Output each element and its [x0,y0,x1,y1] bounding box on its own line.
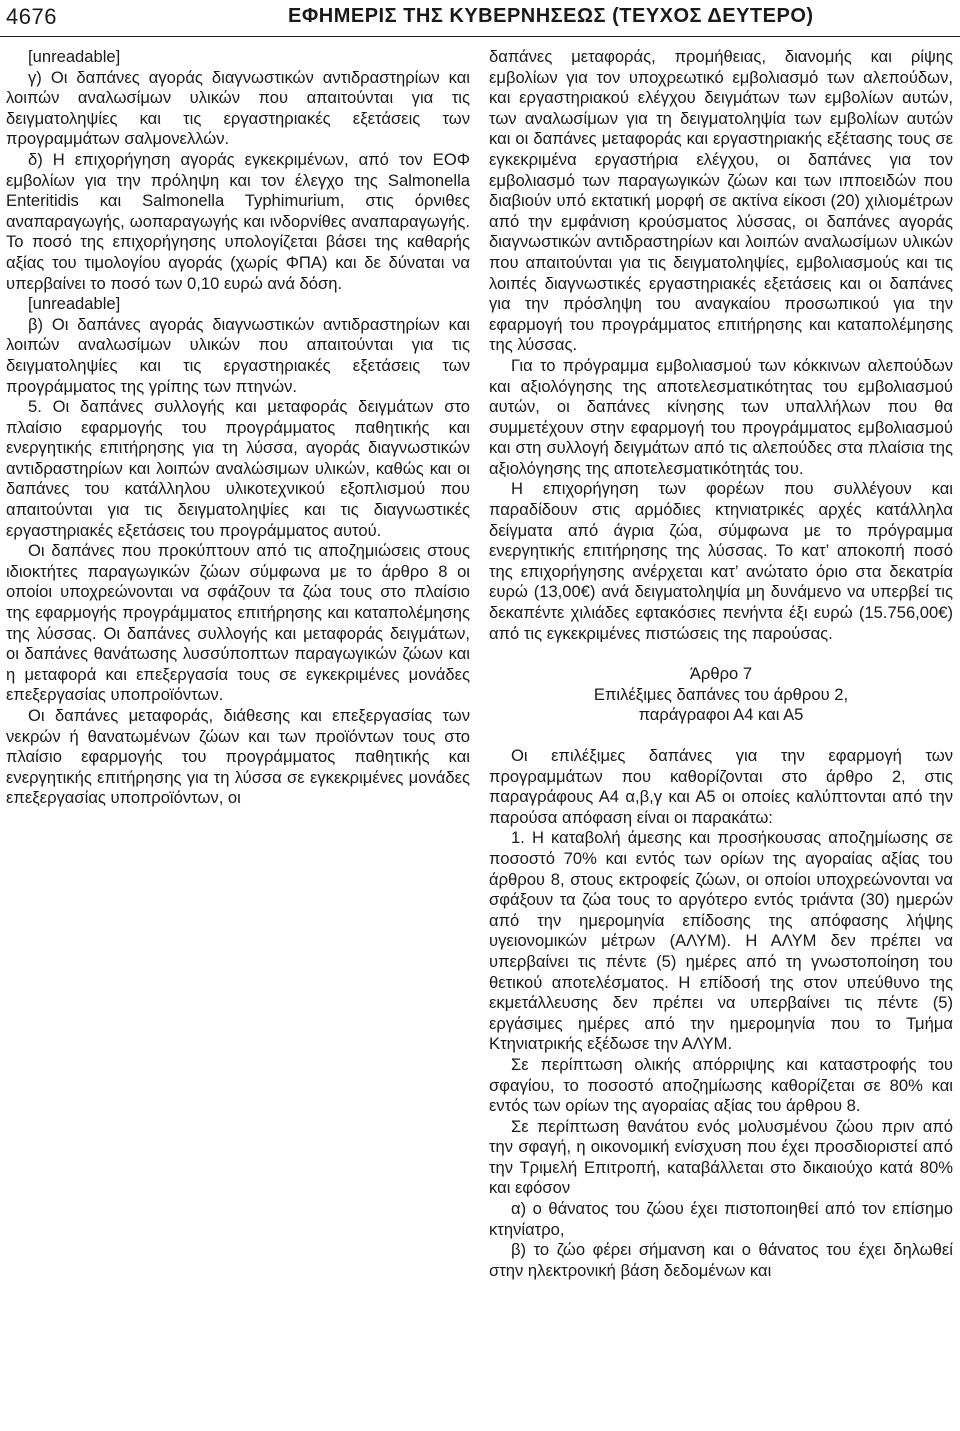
page-header [0,0,960,34]
article-subtitle: παράγραφοι Α4 και Α5 [638,705,804,725]
article-heading: Άρθρο 7 [689,664,753,684]
paragraph: Σε περίπτωση ολικής απόρριψης και καταστροφής του σφαγίου, το ποσοστό αποζημίωσης καθορίζεται σε 80% και εντός των ορίων της αγοραίας αξίας του άρθρου 8. [489,1054,953,1116]
spacer [489,644,953,664]
page-number: 4676 [6,4,57,29]
paragraph: Οι επιλέξιμες δαπάνες για την εφαρμογή των προγραμμάτων που καθορίζονται στο άρθρο 2, στις παραγράφους Α4 α,β,γ και Α5 οι οποίες καλύπτονται από την παρούσα απόφαση είναι οι παρακάτω: [489,746,953,827]
paragraph: γ) Οι δαπάνες αγοράς διαγνωστικών αντιδραστηρίων και λοιπών αναλωσίμων υλικών που απαιτούνται για τις δειγματοληψίες και τις εργαστηριακές εξετάσεις των προγραμμάτων σαλμονελλών. [6,67,470,149]
paragraph: Οι δαπάνες μεταφοράς, διάθεσης και επεξεργασίας των νεκρών ή θανατωμένων ζώων και των προϊόντων τους στο πλαίσιο εφαρμογής του προγράμματος παθητικής και ενεργητικής επιτήρησης για τη λύσσα σε εγκεκριμένες μονάδες επεξεργασίας υποπροϊόντων, οι [6,706,470,808]
paragraph: 1. Η καταβολή άμεσης και προσήκουσας αποζημίωσης σε ποσοστό 70% και εντός των ορίων της αγοραίας αξίας του άρθρου 8, στους εκτροφείς ζώων, οι οποίοι υποχρεώνονται να σφάξουν τα ζώα τους το αργότερο εντός τριάντα (30) ημερών από την ημερομηνία επίδοσης της απόφασης λήψης υγειονομικών μέτρων (ΑΛΥΜ). Η ΑΛΥΜ δεν πρέπει να υπερβαίνει τις πέντε (5) ημέρες από τη γνωστοποίηση του θετικού αποτελέσματος. Η επίδοσή της στον υπεύθυνο της εκμετάλλευσης δεν πρέπει να υπερβαίνει τις πέντε (5) εργάσιμες ημέρες από την ημερομηνία που το Τμήμα Κτηνιατρικής εξέδωσε την ΑΛΥΜ. [489,828,953,1054]
paragraph: δαπάνες μεταφοράς, προμήθειας, διανομής και ρίψης εμβολίων για τον υποχρεωτικό εμβολιασμό των αλεπούδων, και εργαστηριακού ελέγχου δειγμάτων των εμβολίων αυτών, των αναλωσίμων για τη δειγματοληψία των εμβολίων αυτών και οι δαπάνες μεταφοράς και εργαστηριακής εξέτασης τους σε εγκεκριμένα εργαστήρια ελέγχου, οι δαπάνες για τον εμβολιασμό των παραγωγικών ζώων και των ιπποειδών που διαβιούν υπό εκτατική μορφή σε ακτίνα είκοσι (20) χιλιομέτρων από την εμφάνιση κρούσματος λύσσας, οι δαπάνες αγοράς διαγνωστικών αντιδραστηρίων και λοιπών αναλωσίμων υλικών που απαιτούνται για τις δειγματοληψίες, εμβολιασμούς και τις λοιπές διαγνωστικές εργαστηριακές εξετάσεις και οι δαπάνες για την πρόσληψη του αναγκαίου προσωπικού για την εφαρμογή του προγράμματος επιτήρησης και καταπολέμησης της λύσσας. [489,47,953,355]
paragraph: α) ο θάνατος του ζώου έχει πιστοποιηθεί από τον επίσημο κτηνίατρο, [489,1199,953,1239]
paragraph: β) Οι δαπάνες αγοράς διαγνωστικών αντιδραστηρίων και λοιπών αναλωσίμων υλικών που απαιτούνται για τις δειγματοληψίες και τις εργαστηριακές εξετάσεις των προγράμματος της γρίπης των πτηνών. [6,314,470,396]
right-column [489,47,953,1281]
paragraph: β) το ζώο φέρει σήμανση και ο θάνατος του έχει δηλωθεί στην ηλεκτρονική βάση δεδομένων και [489,1240,953,1280]
left-column [6,47,470,809]
paragraph: Για το πρόγραμμα εμβολιασμού των κόκκινων αλεπούδων και αξιολόγησης της αποτελεσματικότητας του εμβολιασμού αυτών, οι δαπάνες κίνησης των υπαλλήλων που θα συμμετέχουν στην εφαρμογή του προγράμματος εμβολιασμού και στη συλλογή δειγμάτων από τις αλεπούδες στα πλαίσια της αξιολόγησης της αποτελεσματικότητάς του. [489,355,953,478]
header-rule [0,36,960,37]
article-subtitle: Επιλέξιμες δαπάνες του άρθρου 2, [593,684,849,704]
gazette-title: ΕΦΗΜΕΡΙΣ ΤΗΣ ΚΥΒΕΡΝΗΣΕΩΣ (ΤΕΥΧΟΣ ΔΕΥΤΕΡΟ) [288,5,814,27]
paragraph: [unreadable] [28,47,121,66]
paragraph: [unreadable] [28,294,121,314]
paragraph: δ) Η επιχορήγηση αγοράς εγκεκριμένων, από τον ΕΟΦ εμβολίων για την πρόληψη και τον έλεγχο της Salmonella Enteritidis και Salmonella Typhimurium, στις όρνιθες αναπαραγωγής, ωοπαραγωγής και ινδορνίθες αναπαραγωγής. Το ποσό της επιχορήγησης υπολογίζεται βάσει της καθαρής αξίας του τιμολογίου αγοράς (χωρίς ΦΠΑ) και δε δύναται να υπερβαίνει το ποσό των 0,10 ευρώ ανά δόση. [6,149,470,293]
paragraph: Σε περίπτωση θανάτου ενός μολυσμένου ζώου πριν από την σφαγή, η οικονομική ενίσχυση που έχει προσδιοριστεί από την Τριμελή Επιτροπή, καταβάλλεται στο δικαιούχο κατά 80% και εφόσον [489,1116,953,1198]
paragraph: Η επιχορήγηση των φορέων που συλλέγουν και παραδίδουν στις αρμόδιες κτηνιατρικές αρχές κατάλληλα δείγματα από άγρια ζώα, σύμφωνα με το πρόγραμμα ενεργητικής επιτήρησης της λύσσας. Το κατ’ αποκοπή ποσό της επιχορήγησης ανέρχεται κατ’ ανώτατο όριο στα δεκατρία ευρώ (13,00€) ανά δειγματοληψία μη δυνάμενο να υπερβεί τις δεκαπέντε χιλιάδες εφτακόσιες πενήντα έξι ευρώ (15.756,00€) από τις εγκεκριμένες πιστώσεις της παρούσας. [489,479,953,643]
spacer [489,726,953,746]
paragraph: 5. Οι δαπάνες συλλογής και μεταφοράς δειγμάτων στο πλαίσιο εφαρμογής του προγράμματος παθητικής και ενεργητικής επιτήρησης για τη λύσσα, αγοράς διαγνωστικών αντιδραστηρίων και λοιπών αναλώσιμων υλικών, καθώς και οι δαπάνες του κατάλληλου υλικοτεχνικού εξοπλισμού που απαιτούνται για τις δειγματοληψίες και τις διαγνωστικές εργαστηριακές εξετάσεις του προγράμματος αυτού. [6,397,470,540]
paragraph: Οι δαπάνες που προκύπτουν από τις αποζημιώσεις στους ιδιοκτήτες παραγωγικών ζώων σύμφωνα με το άρθρο 8 οι οποίοι υποχρεώνονται να σφάζουν τα ζώα τους στο πλαίσιο της εφαρμογής προγράμματος επιτήρησης και καταπολέμησης της λύσσας. Οι δαπάνες συλλογής και μεταφοράς δειγμάτων, οι δαπάνες θανάτωσης λυσσύποπτων παραγωγικών ζώων και η μεταφορά και επεξεργασία τους σε εγκεκριμένες μονάδες επεξεργασίας υποπροϊόντων. [6,541,470,705]
